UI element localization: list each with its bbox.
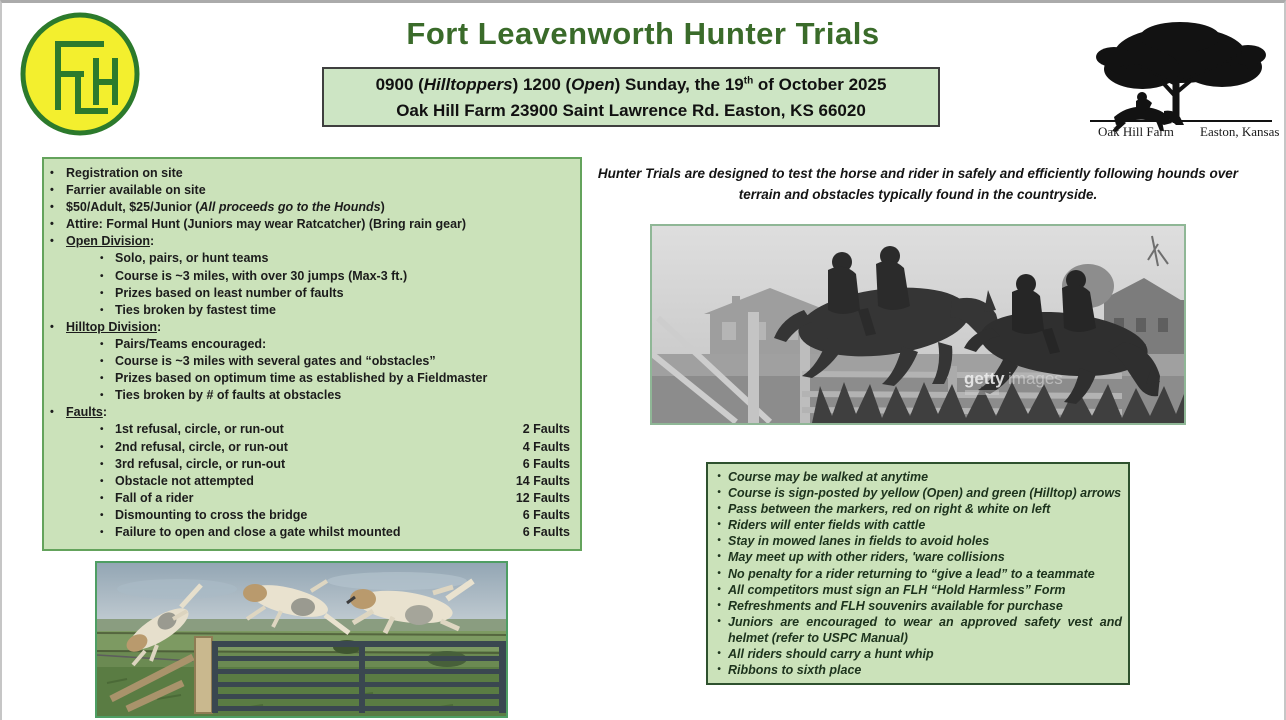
detail-list-item: • Solo, pairs, or hunt teams	[44, 250, 580, 267]
bullet-icon: •	[100, 304, 104, 316]
course-note-item: • All riders should carry a hunt whip	[710, 646, 1122, 662]
bullet-icon: •	[100, 373, 104, 385]
detail-list-item: • Obstacle not attempted 14 Faults	[44, 473, 580, 490]
course-note-item: • All competitors must sign an FLH “Hold Harmless” Form	[710, 582, 1122, 598]
bullet-icon: •	[100, 492, 104, 504]
watermark-bold: getty	[964, 369, 1005, 388]
detail-list-item: • Fall of a rider 12 Faults	[44, 490, 580, 507]
oak-hill-farm-logo	[1076, 13, 1284, 143]
fault-value: 6 Faults	[522, 524, 570, 539]
bullet-icon: •	[100, 253, 104, 265]
course-note-item: • Pass between the markers, red on right & white on left	[710, 501, 1122, 517]
bullet-icon: •	[717, 535, 721, 547]
detail-list-item: • Course is ~3 miles with several gates and “obstacles”	[44, 353, 580, 370]
bullet-icon: •	[100, 509, 104, 521]
bullet-icon: •	[100, 526, 104, 538]
course-note-item: • Stay in mowed lanes in fields to avoid holes	[710, 533, 1122, 549]
bullet-icon: •	[717, 599, 721, 611]
detail-list-item: • Pairs/Teams encouraged:	[44, 336, 580, 353]
bullet-icon: •	[100, 338, 104, 350]
detail-list-item: • Faults:	[44, 404, 580, 421]
detail-list-item: • Prizes based on least number of faults	[44, 285, 580, 302]
bullet-icon: •	[717, 648, 721, 660]
horses-jumping-photo	[650, 224, 1186, 425]
bullet-icon: •	[100, 390, 104, 402]
bullet-icon: •	[100, 441, 104, 453]
bullet-icon: •	[717, 567, 721, 579]
detail-list-item: • Ties broken by fastest time	[44, 302, 580, 319]
bullet-icon: •	[100, 270, 104, 282]
fault-value: 12 Faults	[515, 490, 570, 505]
horses-jumping-illustration	[652, 226, 1184, 423]
bullet-icon: •	[717, 664, 721, 676]
detail-list-item: • Hilltop Division:	[44, 319, 580, 336]
detail-list-item: • Dismounting to cross the bridge 6 Faults	[44, 507, 580, 524]
fault-value: 6 Faults	[522, 456, 570, 471]
bullet-icon: •	[100, 458, 104, 470]
event-details-box	[42, 157, 582, 551]
fault-value: 14 Faults	[515, 473, 570, 488]
course-note-item: • Course is sign-posted by yellow (Open) and green (Hilltop) arrows	[710, 485, 1122, 501]
detail-list-item: • Prizes based on optimum time as established by a Fieldmaster	[44, 370, 580, 387]
bullet-icon: •	[50, 201, 54, 214]
course-note-item: • Juniors are encouraged to wear an approved safety vest and helmet (refer to USPC Manual)	[710, 614, 1122, 646]
bullet-icon: •	[100, 475, 104, 487]
farm-logo-name: Oak Hill Farm	[1098, 124, 1174, 139]
farm-logo-place: Easton, Kansas	[1200, 124, 1280, 139]
bullet-icon: •	[50, 235, 54, 248]
detail-list-item: • Failure to open and close a gate whilst mounted 6 Faults	[44, 524, 580, 541]
bullet-icon: •	[717, 503, 721, 515]
bullet-icon: •	[717, 471, 721, 482]
detail-list-item: • 2nd refusal, circle, or run-out 4 Faults	[44, 439, 580, 456]
detail-list-item: • Attire: Formal Hunt (Juniors may wear Ratcatcher) (Bring rain gear)	[44, 216, 580, 233]
hounds-jumping-illustration	[97, 563, 506, 716]
bullet-icon: •	[717, 615, 721, 627]
detail-list-item: • Farrier available on site	[44, 182, 580, 199]
bullet-icon: •	[50, 167, 54, 179]
event-location-line: Oak Hill Farm 23900 Saint Lawrence Rd. Easton, KS 66020	[396, 101, 866, 120]
course-note-item: • Course may be walked at anytime	[710, 469, 1122, 485]
hunter-trials-description: Hunter Trials are designed to test the horse and rider in safely and efficiently following hounds over terrain and obstacles typically found in the countryside.	[597, 166, 1239, 202]
detail-list-item: • $50/Adult, $25/Junior (All proceeds go to the Hounds)	[44, 199, 580, 216]
course-note-item: • Refreshments and FLH souvenirs available for purchase	[710, 598, 1122, 614]
course-notes-box	[706, 462, 1130, 685]
bullet-icon: •	[50, 218, 54, 231]
detail-list-item: • 1st refusal, circle, or run-out 2 Faults	[44, 421, 580, 438]
bullet-icon: •	[717, 519, 721, 531]
bullet-icon: •	[100, 424, 104, 436]
bullet-icon: •	[100, 356, 104, 368]
bullet-icon: •	[50, 320, 54, 333]
fault-value: 6 Faults	[522, 507, 570, 522]
bullet-icon: •	[717, 551, 721, 563]
bullet-icon: •	[50, 184, 54, 197]
fault-value: 2 Faults	[522, 422, 570, 437]
course-note-item: • No penalty for a rider returning to “give a lead” to a teammate	[710, 566, 1122, 582]
bullet-icon: •	[50, 406, 54, 419]
tree-and-horse-icon	[1076, 13, 1284, 143]
course-note-item: • Ribbons to sixth place	[710, 662, 1122, 678]
detail-list-item: • Course is ~3 miles, with over 30 jumps (Max-3 ft.)	[44, 268, 580, 285]
bullet-icon: •	[717, 487, 721, 499]
page-title: Fort Leavenworth Hunter Trials	[406, 16, 880, 51]
detail-list-item: • Registration on site	[44, 165, 580, 182]
watermark-light: images	[1008, 369, 1063, 388]
event-banner	[322, 67, 940, 127]
detail-list-item: • Open Division:	[44, 233, 580, 250]
hounds-jumping-photo	[95, 561, 508, 718]
event-date-line: 0900 (Hilltoppers) 1200 (Open) Sunday, the 19th of October 2025	[375, 75, 887, 94]
detail-list-item: • Ties broken by # of faults at obstacles	[44, 387, 580, 404]
bullet-icon: •	[717, 583, 721, 595]
course-note-item: • May meet up with other riders, 'ware collisions	[710, 549, 1122, 565]
course-note-item: • Riders will enter fields with cattle	[710, 517, 1122, 533]
detail-list-item: • 3rd refusal, circle, or run-out 6 Faults	[44, 456, 580, 473]
bullet-icon: •	[100, 287, 104, 299]
fault-value: 4 Faults	[522, 439, 570, 454]
